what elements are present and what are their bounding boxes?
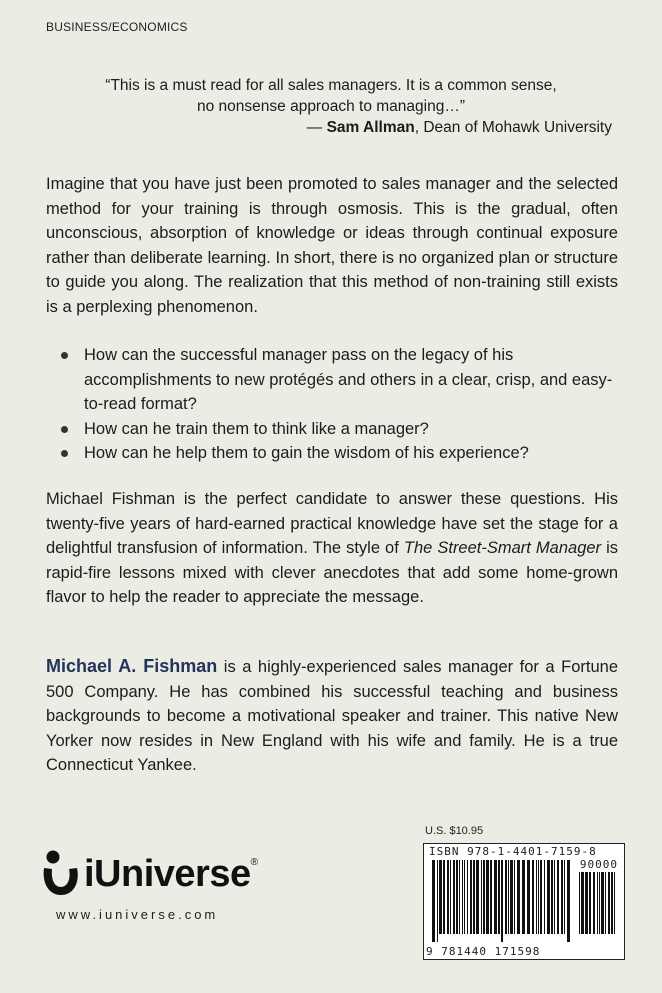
question-list (58, 343, 618, 466)
registered-mark: ® (250, 856, 258, 868)
price-label: U.S. $10.95 (425, 825, 484, 837)
candidate-text-2: is rapid-fire lessons mixed with clever anecdotes that add some home-grown flavor to help the reader to appreciate the message. (46, 539, 619, 606)
endorsement-quote (46, 75, 616, 138)
publisher-website: www.iuniverse.com (56, 907, 219, 922)
ean-digits: 9 781440 171598 (426, 945, 541, 958)
book-title: The Street-Smart Manager (403, 539, 602, 557)
quote-line-1: “This is a must read for all sales managers. It is a common sense, (105, 77, 557, 94)
question-item: How can he train them to think like a manager? (58, 417, 618, 442)
publisher-name (84, 853, 257, 896)
category-label: BUSINESS/ECONOMICS (46, 20, 188, 34)
candidate-paragraph (46, 487, 618, 610)
author-name: Michael A. Fishman (46, 656, 218, 676)
barcode-bars (432, 860, 572, 942)
publisher-wordmark: iUniverse (84, 852, 251, 895)
quote-line-2: no nonsense approach to managing…” (197, 98, 465, 115)
question-item: How can the successful manager pass on the legacy of his accomplishments to new protégés and others in a clear, crisp, and easy-to-read format? (58, 343, 618, 417)
question-item: How can he help them to gain the wisdom of his experience? (58, 441, 618, 466)
barcode (423, 843, 625, 960)
candidate-text-1: Michael Fishman is the perfect candidate to answer these questions. His twenty-five years of hard-earned practical knowledge have set the stage for a delightful transfusion of information. The style of (46, 490, 618, 557)
quote-author: Sam Allman (326, 119, 415, 136)
iuniverse-logo-icon (40, 848, 82, 900)
isbn-label: ISBN 978-1-4401-7159-8 (429, 845, 597, 858)
quote-affiliation: , Dean of Mohawk University (414, 119, 612, 136)
barcode-addon-bars (579, 872, 619, 942)
addon-code: 90000 (579, 858, 618, 871)
publisher-logo (40, 848, 257, 900)
author-bio (46, 654, 618, 778)
quote-attribution (46, 117, 616, 138)
description-paragraph: Imagine that you have just been promoted to sales manager and the selected method for your training is through osmosis. This is the gradual, often unconscious, absorption of knowledge or ideas through continual exposure rather than deliberate learning. In short, there is no organized plan or structure to guide you along. The realization that this method of non-training still exists is a perplexing phenomenon. (46, 175, 618, 316)
quote-dash: — (306, 119, 327, 136)
bio-text: is a highly-experienced sales manager for a Fortune 500 Company. He has combined his successful teaching and business backgrounds to become a motivational speaker and trainer. This native New Yorker now resides in New England with his wife and family. He is a true Connecticut Yankee. (46, 658, 618, 774)
